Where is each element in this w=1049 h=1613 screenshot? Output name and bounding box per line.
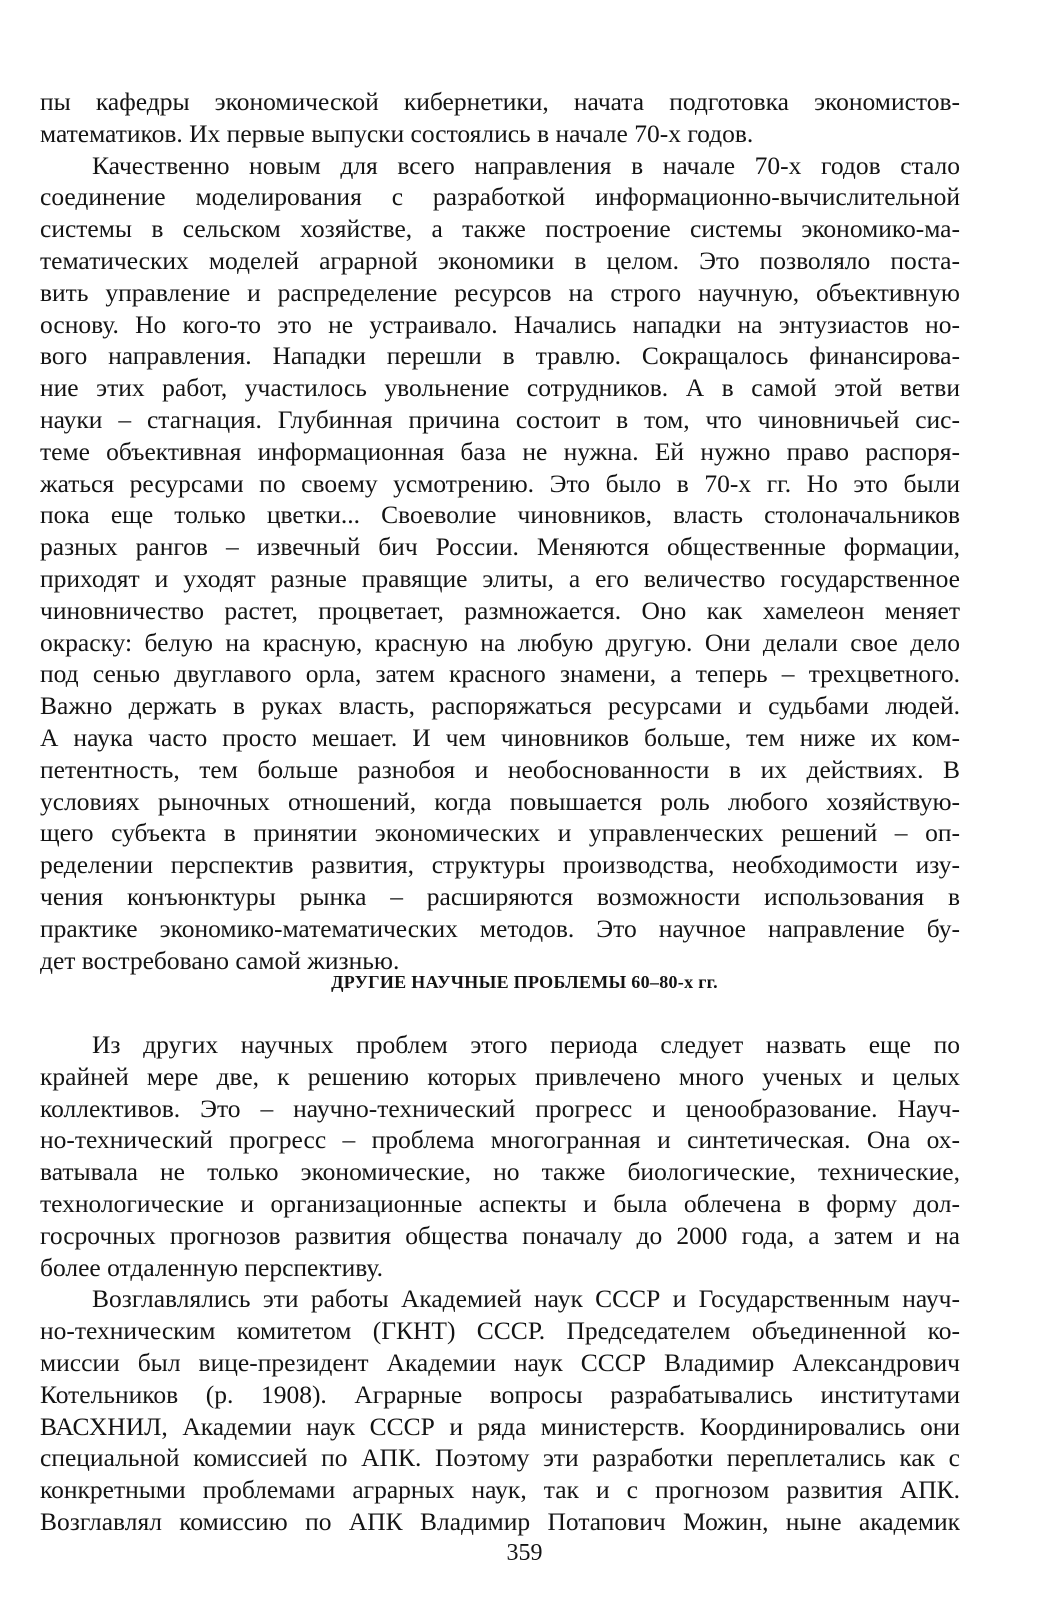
text-line: технологические и организационные аспекты и была облечена в форму дол- [40,1188,960,1218]
text-line: соединение моделирования с разработкой информационно-вычислительной [40,182,960,212]
text-line: чиновничество растет, процветает, размножается. Оно как хамелеон меняет [40,595,960,625]
text-line: коллективов. Это – научно-технический прогресс и ценообразование. Науч- [40,1093,960,1123]
text-line: тематических моделей аграрной экономики в целом. Это позволяло поста- [40,245,960,275]
text-line: условиях рыночных отношений, когда повышается роль любого хозяйствую- [40,786,960,816]
text-line: под сенью двуглавого орла, затем красного знамени, а теперь – трехцветного. [40,659,960,689]
text-line: Качественно новым для всего направления в начале 70-х годов стало [92,150,960,180]
text-line: более отдаленную перспективу. [40,1252,383,1282]
text-line: крайней мере две, к решению которых привлечено много ученых и целых [40,1061,960,1091]
text-line: ватывала не только экономические, но также биологические, технические, [40,1157,960,1187]
text-line: ределении перспектив развития, структуры производства, необходимости изу- [40,850,960,880]
text-line: но-техническим комитетом (ГКНТ) СССР. Председателем объединенной ко- [40,1316,960,1346]
text-line: Котельников (р. 1908). Аграрные вопросы разрабатывались институтами [40,1379,960,1409]
text-line: щего субъекта в принятии экономических и управленческих решений – оп- [40,818,960,848]
text-line: жаться ресурсами по своему усмотрению. Это было в 70-х гг. Но это были [40,468,960,498]
page-number: 359 [506,1540,543,1566]
text-line: чения конъюнктуры рынка – расширяются возможности использования в [40,881,960,911]
text-line: математиков. Их первые выпуски состоялись в начале 70-х годов. [40,118,754,148]
text-line: ВАСХНИЛ, Академии наук СССР и ряда министерств. Координировались они [40,1411,960,1441]
text-line: специальной комиссией по АПК. Поэтому эти разработки переплетались как с [40,1443,960,1473]
text-line: вить управление и распределение ресурсов на строго научную, объективную [40,277,960,307]
text-line: но-технический прогресс – проблема многогранная и синтетическая. Она ох- [40,1125,960,1155]
text-line: теме объективная информационная база не нужна. Ей нужно право распоря- [40,436,960,466]
text-line: дет востребовано самой жизнью. [40,945,400,975]
text-line: Возглавлял комиссию по АПК Владимир Потапович Можин, ныне академик [40,1506,960,1536]
text-line: системы в сельском хозяйстве, а также построение системы экономико-ма- [40,214,960,244]
text-line: практике экономико-математических методов. Это научное направление бу- [40,913,960,943]
text-line: Важно держать в руках власть, распоряжаться ресурсами и судьбами людей. [40,691,960,721]
text-line: конкретными проблемами аграрных наук, так и с прогнозом развития АПК. [40,1475,960,1505]
text-line: вого направления. Нападки перешли в травлю. Сокращалось финансирова- [40,341,960,371]
text-line: пы кафедры экономической кибернетики, начата подготовка экономистов- [40,87,960,116]
text-line: Возглавлялись эти работы Академией наук СССР и Государственным науч- [92,1284,960,1314]
text-line: петентность, тем больше разнобоя и необоснованности в их действиях. В [40,754,960,784]
text-line: приходят и уходят разные правящие элиты, а его величество государственное [40,563,960,593]
text-line: основу. Но кого-то это не устраивало. Начались нападки на энтузиастов но- [40,309,960,339]
text-line: пока еще только цветки... Своеволие чиновников, власть столоначальников [40,500,960,530]
text-line: окраску: белую на красную, красную на любую другую. Они делали свое дело [40,627,960,657]
text-block-bottom [40,1029,960,1538]
text-line: Из других научных проблем этого периода следует назвать еще по [92,1030,960,1059]
text-line: госрочных прогнозов развития общества поначалу до 2000 года, а затем и на [40,1220,960,1250]
text-line: науки – стагнация. Глубинная причина состоит в том, что чиновничьей сис- [40,404,960,434]
text-line: миссии был вице-президент Академии наук СССР Владимир Александрович [40,1347,960,1377]
section-heading: ДРУГИЕ НАУЧНЫЕ ПРОБЛЕМЫ 60–80-х гг. [331,972,718,992]
text-line: разных рангов – извечный бич России. Меняются общественные формации, [40,532,960,562]
text-block-top [40,86,960,976]
text-line: А наука часто просто мешает. И чем чиновников больше, тем ниже их ком- [40,722,960,752]
text-line: ние этих работ, участилось увольнение сотрудников. А в самой этой ветви [40,373,960,403]
